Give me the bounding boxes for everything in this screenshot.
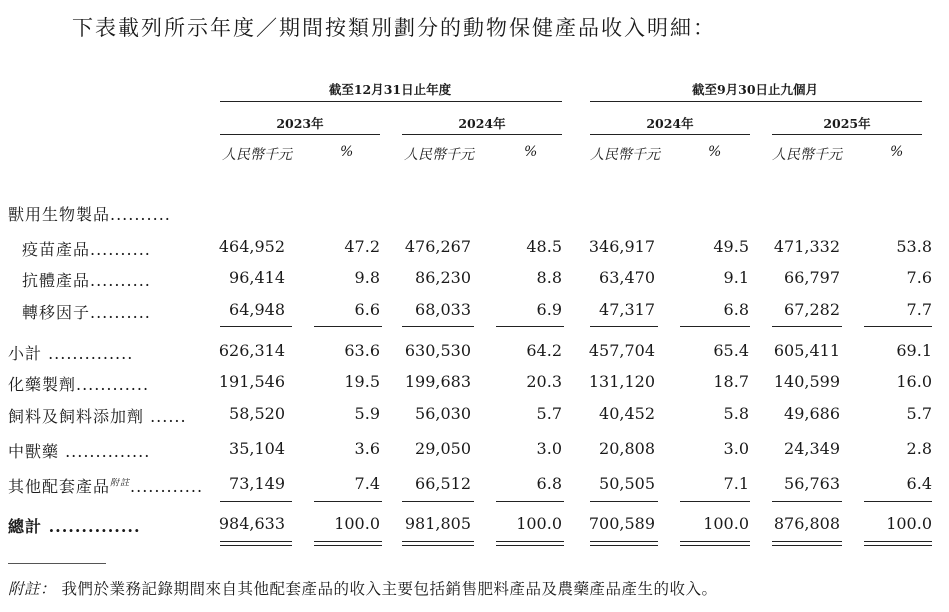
rule-total-double-1-2023-pct: [314, 541, 382, 542]
rule-total-double-1-2024-pct: [496, 541, 564, 542]
unit-amount-2024: 人民幣千元: [404, 147, 474, 163]
cell-total-9m2024-pct: 100.0: [703, 514, 749, 533]
unit-pct-9m-2024: %: [708, 144, 722, 160]
row-label-biologics: 獸用生物製品..........: [8, 205, 171, 224]
cell-total-2024-amount: 981,805: [404, 514, 471, 533]
cell-other-2024-pct: 6.8: [536, 474, 562, 493]
row-label-feed: 飼料及飼料添加劑 ......: [8, 407, 187, 426]
rule-period-2025: [772, 134, 922, 135]
cell-transfer-9m2024-amount: 47,317: [599, 300, 655, 319]
rule-total-double-2-9m2024-amount: [590, 545, 658, 546]
cell-subtotal-9m2025-amount: 605,411: [773, 341, 840, 360]
cell-vaccines-9m2024-amount: 346,917: [588, 237, 655, 256]
rule-total-double-2-9m2025-pct: [864, 545, 932, 546]
rule-total-top-9m2024-amount: [590, 501, 658, 502]
row-label-total: 總計 ..............: [8, 517, 141, 536]
cell-tcm-9m2024-pct: 3.0: [723, 439, 749, 458]
rule-total-double-1-9m2025-amount: [772, 541, 842, 542]
cell-total-2023-amount: 984,633: [218, 514, 285, 533]
rule-total-top-2024-pct: [496, 501, 564, 502]
cell-subtotal-9m2025-pct: 69.1: [896, 341, 932, 360]
cell-chemical-2024-pct: 20.3: [526, 372, 562, 391]
cell-vaccines-2023-pct: 47.2: [344, 237, 380, 256]
cell-feed-2024-amount: 56,030: [415, 404, 471, 423]
cell-total-2023-pct: 100.0: [334, 514, 380, 533]
cell-other-2024-amount: 66,512: [415, 474, 471, 493]
header-year-group: 截至12月31日止年度: [328, 82, 452, 97]
cell-transfer-9m2024-pct: 6.8: [723, 300, 749, 319]
row-label-other: [8, 474, 203, 497]
cell-tcm-9m2024-amount: 20,808: [599, 439, 655, 458]
cell-tcm-2024-amount: 29,050: [415, 439, 471, 458]
rule-subtotal-9m2025-amount: [772, 326, 842, 327]
cell-chemical-2024-amount: 199,683: [404, 372, 471, 391]
rule-total-double-2-9m2024-pct: [680, 545, 750, 546]
cell-transfer-2023-pct: 6.6: [354, 300, 380, 319]
rule-subtotal-2024-pct: [496, 326, 564, 327]
cell-transfer-2023-amount: 64,948: [229, 300, 285, 319]
cell-subtotal-2024-pct: 64.2: [526, 341, 562, 360]
rule-total-double-2-2024-pct: [496, 545, 564, 546]
rule-subtotal-9m2024-amount: [590, 326, 658, 327]
cell-tcm-9m2025-amount: 24,349: [784, 439, 840, 458]
cell-antibodies-9m2025-pct: 7.6: [906, 268, 932, 287]
cell-other-2023-amount: 73,149: [229, 474, 285, 493]
cell-antibodies-9m2024-pct: 9.1: [723, 268, 749, 287]
row-label-chemical: 化藥製劑............: [8, 375, 150, 394]
cell-tcm-2023-amount: 35,104: [229, 439, 285, 458]
cell-vaccines-2023-amount: 464,952: [218, 237, 285, 256]
cell-feed-2024-pct: 5.7: [536, 404, 562, 423]
cell-antibodies-2024-pct: 8.8: [536, 268, 562, 287]
cell-other-9m2024-pct: 7.1: [723, 474, 749, 493]
cell-total-9m2024-amount: 700,589: [588, 514, 655, 533]
row-label-vaccines: 疫苗產品..........: [22, 240, 151, 259]
rule-year-2023: [220, 134, 380, 135]
rule-year-2024: [402, 134, 562, 135]
cell-subtotal-2023-amount: 626,314: [218, 341, 285, 360]
cell-other-9m2025-amount: 56,763: [784, 474, 840, 493]
cell-vaccines-2024-amount: 476,267: [404, 237, 471, 256]
unit-pct-2024: %: [524, 144, 538, 160]
rule-subtotal-2023-amount: [220, 326, 292, 327]
rule-total-top-9m2024-pct: [680, 501, 750, 502]
rule-total-double-1-9m2024-pct: [680, 541, 750, 542]
cell-chemical-2023-pct: 19.5: [344, 372, 380, 391]
cell-other-9m2025-pct: 6.4: [906, 474, 932, 493]
row-label-transfer-factor: 轉移因子..........: [22, 303, 151, 322]
cell-feed-9m2025-pct: 5.7: [906, 404, 932, 423]
cell-chemical-9m2025-pct: 16.0: [896, 372, 932, 391]
header-year-2023: 2023年: [276, 116, 324, 131]
cell-other-9m2024-amount: 50,505: [599, 474, 655, 493]
rule-subtotal-9m2025-pct: [864, 326, 932, 327]
row-label-other-dots: ............: [130, 477, 204, 496]
cell-other-2023-pct: 7.4: [354, 474, 380, 493]
unit-amount-2023: 人民幣千元: [222, 147, 292, 163]
cell-total-2024-pct: 100.0: [516, 514, 562, 533]
rule-total-top-2023-amount: [220, 501, 292, 502]
rule-year-group: [220, 101, 562, 102]
cell-transfer-9m2025-amount: 67,282: [784, 300, 840, 319]
cell-total-9m2025-amount: 876,808: [773, 514, 840, 533]
intro-text: 下表載列所示年度／期間按類別劃分的動物保健產品收入明細：: [72, 16, 716, 40]
cell-chemical-9m2024-pct: 18.7: [713, 372, 749, 391]
row-label-antibodies: 抗體產品..........: [22, 271, 151, 290]
rule-total-double-1-2023-amount: [220, 541, 292, 542]
cell-chemical-9m2025-amount: 140,599: [773, 372, 840, 391]
cell-tcm-2023-pct: 3.6: [354, 439, 380, 458]
cell-vaccines-9m2025-pct: 53.8: [896, 237, 932, 256]
cell-subtotal-2023-pct: 63.6: [344, 341, 380, 360]
cell-vaccines-9m2024-pct: 49.5: [713, 237, 749, 256]
cell-transfer-9m2025-pct: 7.7: [906, 300, 932, 319]
cell-feed-2023-amount: 58,520: [229, 404, 285, 423]
cell-antibodies-2024-amount: 86,230: [415, 268, 471, 287]
header-period-2024: 2024年: [646, 116, 694, 131]
row-label-subtotal: 小計 ..............: [8, 344, 134, 363]
cell-total-9m2025-pct: 100.0: [886, 514, 932, 533]
cell-antibodies-2023-amount: 96,414: [229, 268, 285, 287]
rule-total-double-1-9m2025-pct: [864, 541, 932, 542]
cell-subtotal-9m2024-pct: 65.4: [713, 341, 749, 360]
rule-total-double-2-2023-pct: [314, 545, 382, 546]
footnote-text: 我們於業務記錄期間來自其他配套產品的收入主要包括銷售肥料產品及農藥產品產生的收入。: [61, 580, 718, 598]
header-year-2024: 2024年: [458, 116, 506, 131]
cell-transfer-2024-amount: 68,033: [415, 300, 471, 319]
rule-total-double-1-9m2024-amount: [590, 541, 658, 542]
rule-period-group: [590, 101, 922, 102]
cell-feed-2023-pct: 5.9: [354, 404, 380, 423]
unit-amount-9m-2024: 人民幣千元: [590, 147, 660, 163]
rule-total-top-9m2025-amount: [772, 501, 842, 502]
unit-amount-9m-2025: 人民幣千元: [772, 147, 842, 163]
footnote: [8, 577, 717, 599]
cell-tcm-9m2025-pct: 2.8: [906, 439, 932, 458]
cell-chemical-9m2024-amount: 131,120: [588, 372, 655, 391]
rule-total-double-2-9m2025-amount: [772, 545, 842, 546]
cell-chemical-2023-amount: 191,546: [218, 372, 285, 391]
cell-antibodies-2023-pct: 9.8: [354, 268, 380, 287]
rule-subtotal-2023-pct: [314, 326, 382, 327]
rule-total-top-9m2025-pct: [864, 501, 932, 502]
cell-subtotal-9m2024-amount: 457,704: [588, 341, 655, 360]
rule-total-double-2-2024-amount: [402, 545, 474, 546]
cell-antibodies-9m2024-amount: 63,470: [599, 268, 655, 287]
row-label-tcm: 中獸藥 ..............: [8, 442, 151, 461]
cell-feed-9m2024-amount: 40,452: [599, 404, 655, 423]
rule-total-double-1-2024-amount: [402, 541, 474, 542]
rule-subtotal-9m2024-pct: [680, 326, 750, 327]
header-period-2025: 2025年: [823, 116, 871, 131]
cell-subtotal-2024-amount: 630,530: [404, 341, 471, 360]
rule-total-double-2-2023-amount: [220, 545, 292, 546]
row-label-other-note-mark: 附註: [110, 478, 131, 489]
cell-vaccines-9m2025-amount: 471,332: [773, 237, 840, 256]
footnote-label: 附註：: [8, 580, 57, 598]
header-period-group: 截至9月30日止九個月: [691, 82, 819, 97]
rule-total-top-2024-amount: [402, 501, 474, 502]
row-label-other-text: 其他配套產品: [8, 477, 111, 496]
rule-subtotal-2024-amount: [402, 326, 474, 327]
footnote-separator: [8, 563, 106, 564]
cell-feed-9m2024-pct: 5.8: [723, 404, 749, 423]
rule-total-top-2023-pct: [314, 501, 382, 502]
cell-vaccines-2024-pct: 48.5: [526, 237, 562, 256]
rule-period-2024: [590, 134, 750, 135]
unit-pct-2023: %: [340, 144, 354, 160]
cell-transfer-2024-pct: 6.9: [536, 300, 562, 319]
cell-feed-9m2025-amount: 49,686: [784, 404, 840, 423]
unit-pct-9m-2025: %: [890, 144, 904, 160]
cell-tcm-2024-pct: 3.0: [536, 439, 562, 458]
cell-antibodies-9m2025-amount: 66,797: [784, 268, 840, 287]
